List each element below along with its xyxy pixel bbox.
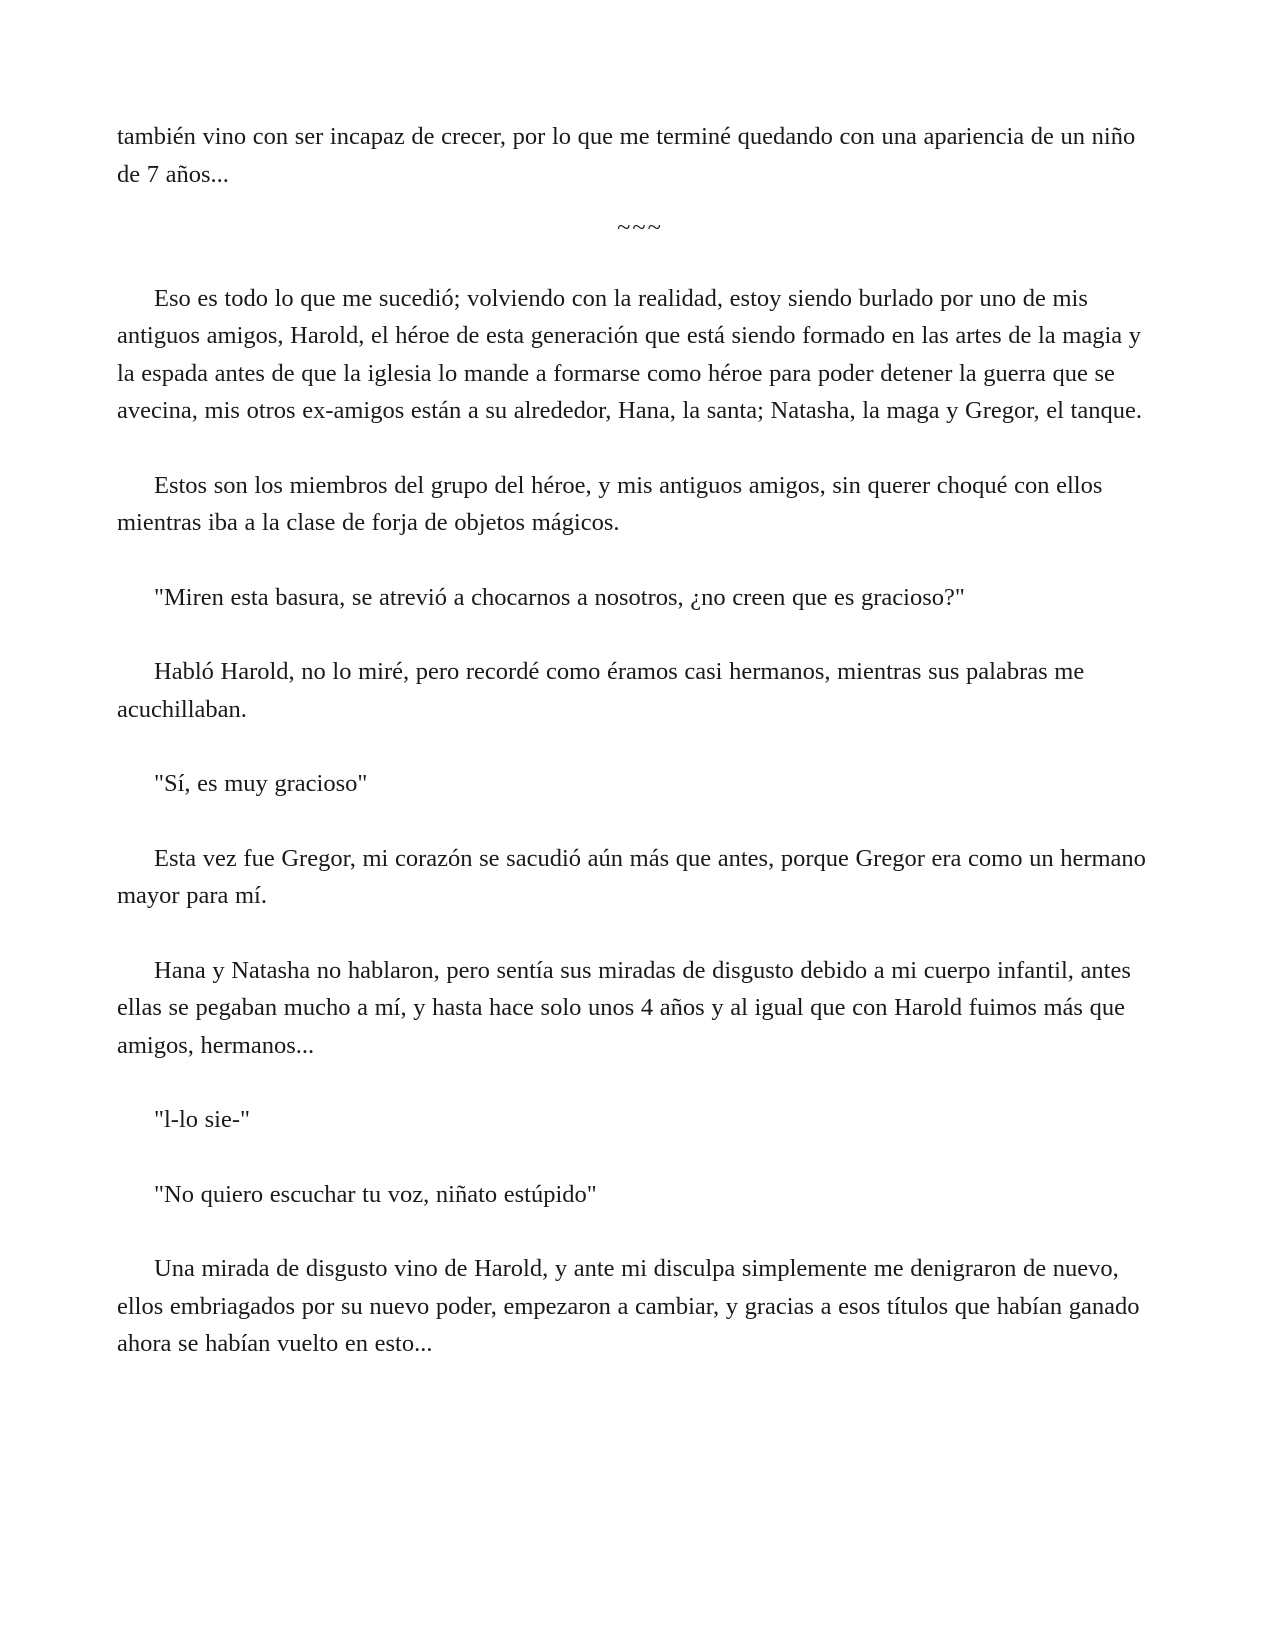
paragraph: Hana y Natasha no hablaron, pero sentía sus miradas de disgusto debido a mi cuerpo infantil, antes ellas se pegaban mucho a mí, y hasta hace solo unos 4 años y al igual que con Harold fuimos más que amigos, hermanos...: [117, 956, 1131, 1059]
paragraph: Una mirada de disgusto vino de Harold, y ante mi disculpa simplemente me denigraron de nuevo, ellos embriagados por su nuevo poder, empezaron a cambiar, y gracias a esos títulos que habían ganado ahora se habían vuelto en esto...: [117, 1255, 1140, 1357]
dialogue-line: "No quiero escuchar tu voz, niñato estúpido": [154, 1180, 597, 1208]
section-divider: ~~~: [617, 214, 663, 241]
paragraph: Habló Harold, no lo miré, pero recordé como éramos casi hermanos, mientras sus palabras me acuchillaban.: [117, 658, 1085, 723]
paragraph: Eso es todo lo que me sucedió; volviendo con la realidad, estoy siendo burlado por uno de mis antiguos amigos, Harold, el héroe de esta generación que está siendo formado en las artes de la magia y la espada antes de que la iglesia lo mande a formarse como héroe para poder detener la guerra que se avecina, mis otros ex-amigos están a su alrededor, Hana, la santa; Natasha, la maga y Gregor, el tanque.: [117, 284, 1142, 424]
paragraph: Esta vez fue Gregor, mi corazón se sacudió aún más que antes, porque Gregor era como un hermano mayor para mí.: [117, 844, 1146, 909]
document-page: [117, 118, 1163, 1363]
paragraph: Estos son los miembros del grupo del héroe, y mis antiguos amigos, sin querer choqué con ellos mientras iba a la clase de forja de objetos mágicos.: [117, 471, 1103, 536]
dialogue-line: "l-lo sie-": [154, 1106, 251, 1133]
dialogue-line: "Miren esta basura, se atrevió a chocarnos a nosotros, ¿no creen que es gracioso?": [154, 583, 965, 611]
paragraph-continuation: también vino con ser incapaz de crecer, por lo que me terminé quedando con una apariencia de un niño de 7 años...: [117, 123, 1136, 188]
dialogue-line: "Sí, es muy gracioso": [154, 770, 368, 797]
